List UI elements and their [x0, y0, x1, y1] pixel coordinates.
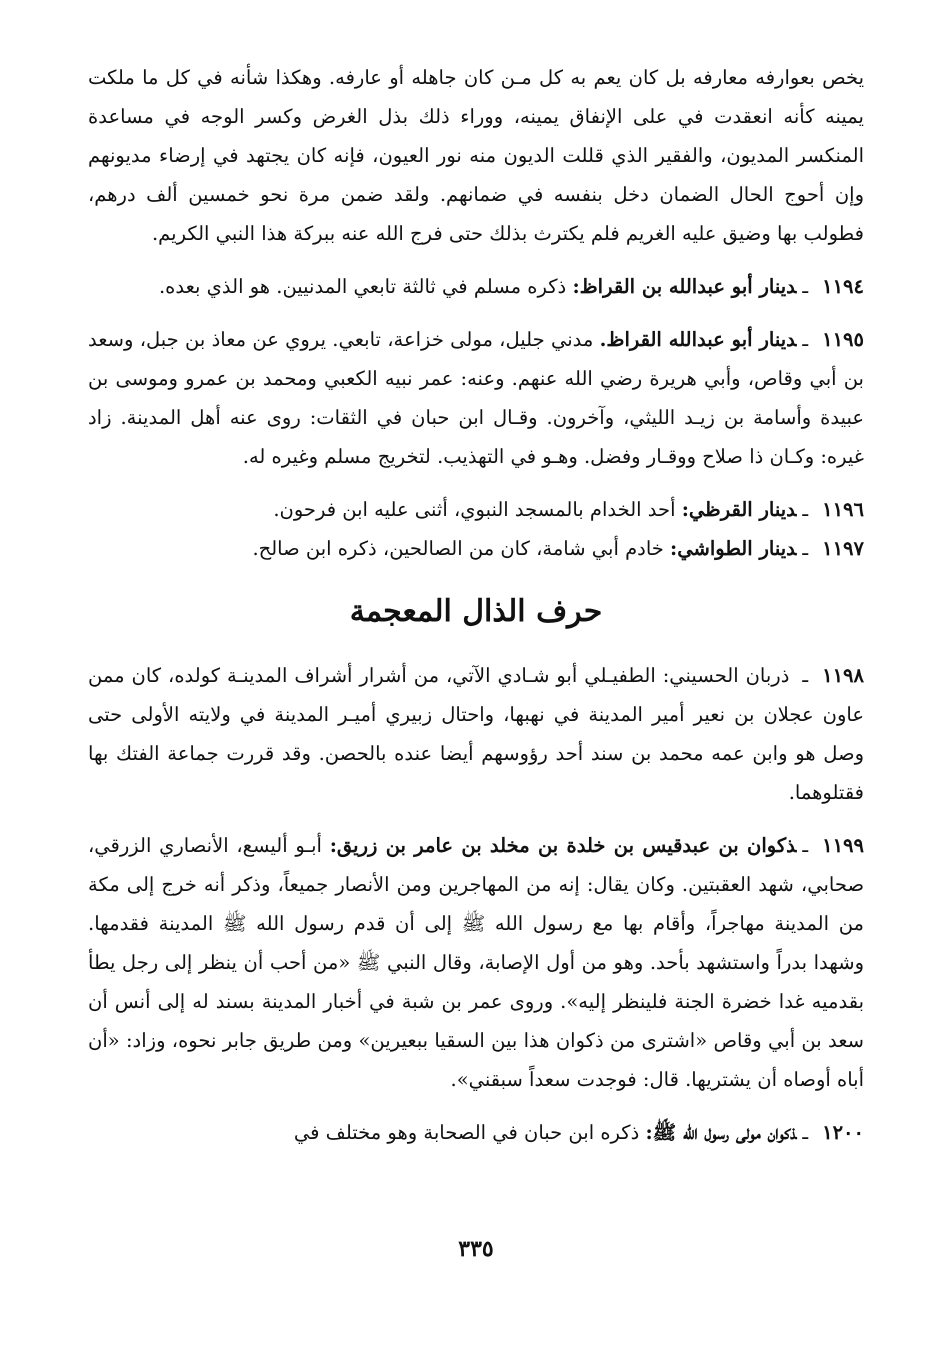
- entry-name: دينار أبو عبدالله بن القراظ:: [572, 275, 797, 298]
- entry-name: دينار القرظي:: [681, 498, 797, 521]
- entry-text: أبـو أليسع، الأنصاري الزرقي، صحابي، شهد العقبتين. وكان يقال: إنه من المهاجرين ومن الأنصار جميعاً، وذكر أنه خرج إلى مكة من المدينة مهاجراً، وأقام بها مع رسول الله ﷺ إلى أن قدم رسول الله ﷺ المدينة فقدمها. وشهدا بدراً واستشهد بأحد. وهو من أول الإصابة، وقال النبي ﷺ «من أحب أن ينظر إلى رجل يطأ بقدميه غدا خضرة الجنة فلينظر إليه». وروى عمر بن شبة في أخبار المدينة بسند له إلى أنس أن سعد بن أبي وقاص «اشترى من ذكوان هذا بين السقيا ببعيرين» ومن طريق جابر نحوه، وزاد: «أن أباه أوصاه أن يشتريها. قال: فوجدت سعداً سبقني».: [88, 834, 864, 1091]
- entry-name: دينار الطواشي:: [670, 537, 797, 560]
- entry-1200: ١٢٠٠ـذكوان مولى رسول الله ﷺ: ذكره ابن حبان في الصحابة وهو مختلف في: [293, 1121, 864, 1144]
- entry-number: ١١٩٤: [822, 275, 864, 298]
- section-heading: حرف الذال المعجمة: [349, 594, 603, 629]
- entry-1196: ١١٩٦ـدينار القرظي: أحد الخدام بالمسجد النبوي، أثنى عليه ابن فرحون.: [273, 498, 864, 521]
- entry-name: دينار أبو عبدالله القراظ.: [599, 328, 797, 351]
- entry-name: ذكوان مولى رسول الله ﷺ:: [645, 1121, 797, 1144]
- entry-1195: ١١٩٥ـدينار أبو عبدالله القراظ. مدني جليل، مولى خزاعة، تابعي. يروي عن معاذ بن جبل، وسعد بن أبي وقاص، وأبي هريرة رضي الله عنهم. وعنه: عمر نبيه الكعبي ومحمد بن عمرو وموسى بن عبيدة وأسامة بن زيـد الليثي، وآخرون. وقـال ابن حبان في الثقات: روى عنه أهل المدينة. زاد غيره: وكـان ذا صلاح ووقـار وفضل. وهـو في التهذيب. لتخريج مسلم وغيره له.: [88, 328, 864, 468]
- entry-1199: ١١٩٩ـذكوان بن عبدقيس بن خلدة بن مخلد بن عامر بن زريق: أبـو أليسع، الأنصاري الزرقي، صحابي، شهد العقبتين. وكان يقال: إنه من المهاجرين ومن الأنصار جميعاً، وذكر أنه خرج إلى مكة من المدينة مهاجراً، وأقام بها مع رسول الله ﷺ إلى أن قدم رسول الله ﷺ المدينة فقدمها. وشهدا بدراً واستشهد بأحد. وهو من أول الإصابة، وقال النبي ﷺ «من أحب أن ينظر إلى رجل يطأ بقدميه غدا خضرة الجنة فلينظر إليه». وروى عمر بن شبة في أخبار المدينة بسند له إلى أنس أن سعد بن أبي وقاص «اشترى من ذكوان هذا بين السقيا ببعيرين» ومن طريق جابر نحوه، وزاد: «أن أباه أوصاه أن يشتريها. قال: فوجدت سعداً سبقني».: [88, 834, 864, 1091]
- page-number: ٣٣٥: [458, 1236, 494, 1262]
- entry-name: ذكوان بن عبدقيس بن خلدة بن مخلد بن عامر بن زريق:: [329, 834, 797, 857]
- entry-1198: ١١٩٨ـ ذربان الحسيني: الطفيـلي أبو شـادي الآتي، من أشرار أشراف المدينـة كولده، كان ممن عاون عجلان بن نعير أمير المدينة في نهبها، واحتال زبيري أميـر المدينة في ولايته الأولى حتى وصل هو وابن عمه محمد بن سند أحد رؤوسهم أيضا عنده بالحصن. وقد قررت جماعة الفتك بها فقتلوهما.: [88, 664, 864, 804]
- entry-text: مدني جليل، مولى خزاعة، تابعي. يروي عن معاذ بن جبل، وسعد بن أبي وقاص، وأبي هريرة رضي الله عنهم. وعنه: عمر نبيه الكعبي ومحمد بن عمرو وموسى بن عبيدة وأسامة بن زيـد الليثي، وآخرون. وقـال ابن حبان في الثقات: روى عنه أهل المدينة. زاد غيره: وكـان ذا صلاح ووقـار وفضل. وهـو في التهذيب. لتخريج مسلم وغيره له.: [88, 328, 864, 468]
- entry-number: ١١٩٧: [822, 537, 864, 560]
- entry-1194: ١١٩٤ـدينار أبو عبدالله بن القراظ: ذكره مسلم في ثالثة تابعي المدنيين. هو الذي بعده.: [158, 275, 864, 298]
- entry-number: ١٢٠٠: [822, 1121, 864, 1144]
- intro-paragraph: يخص بعوارفه معارفه بل كان يعم به كل مـن كان جاهله أو عارفه. وهكذا شأنه في كل ما ملكت يمينه كأنه انعقدت في على الإنفاق يمينه، ووراء ذلك بذل الغرض وكسر الوجه في مساعدة المنكسر المديون، والفقير الذي قللت الديون منه نور العيون، فإنه كان يجتهد في إرضاء مديونهم وإن أحوج الحال الضمان دخل بنفسه في ضمانهم. ولقد ضمن مرة نحو خمسين ألف درهم، فطولب بها وضيق عليه الغريم فلم يكترث بذلك حتى فرج الله عنه ببركة هذا النبي الكريم.: [88, 66, 864, 245]
- entry-text: ذربان الحسيني: الطفيـلي أبو شـادي الآتي، من أشرار أشراف المدينـة كولده، كان ممن عاون عجلان بن نعير أمير المدينة في نهبها، واحتال زبيري أميـر المدينة في ولايته الأولى حتى وصل هو وابن عمه محمد بن سند أحد رؤوسهم أيضا عنده بالحصن. وقد قررت جماعة الفتك بها فقتلوهما.: [88, 664, 864, 804]
- document-page: [88, 58, 864, 1318]
- entry-text: ذكره ابن حبان في الصحابة وهو مختلف في: [293, 1121, 640, 1144]
- entry-number: ١١٩٩: [822, 834, 864, 857]
- entry-text: خادم أبي شامة، كان من الصالحين، ذكره ابن صالح.: [252, 537, 664, 560]
- entry-text: ذكره مسلم في ثالثة تابعي المدنيين. هو الذي بعده.: [158, 275, 567, 298]
- entry-number: ١١٩٨: [822, 664, 864, 687]
- entry-text: أحد الخدام بالمسجد النبوي، أثنى عليه ابن فرحون.: [273, 498, 676, 521]
- entry-number: ١١٩٦: [822, 498, 864, 521]
- entry-number: ١١٩٥: [822, 328, 864, 351]
- entry-1197: ١١٩٧ـدينار الطواشي: خادم أبي شامة، كان من الصالحين، ذكره ابن صالح.: [252, 537, 864, 560]
